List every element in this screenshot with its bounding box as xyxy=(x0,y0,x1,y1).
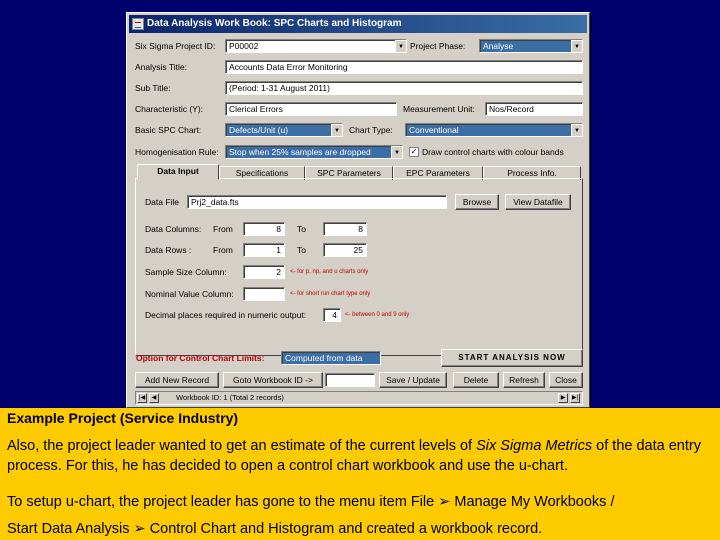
control-limits-value: Computed from data xyxy=(285,353,363,363)
dropdown-arrow-icon[interactable]: ▼ xyxy=(571,40,582,52)
project-phase-label: Project Phase: xyxy=(410,41,466,51)
characteristic-field[interactable]: Clerical Errors xyxy=(225,102,397,116)
measurement-unit-label: Measurement Unit: xyxy=(403,104,475,114)
homogenisation-select[interactable] xyxy=(225,145,403,159)
record-navigator xyxy=(135,391,583,405)
control-limits-select[interactable] xyxy=(281,351,381,365)
project-id-select[interactable] xyxy=(225,39,407,53)
goto-workbook-button[interactable]: Goto Workbook ID -> xyxy=(223,372,323,388)
nominal-value-hint: <- for short run chart type only xyxy=(290,291,371,297)
columns-to-field[interactable]: 8 xyxy=(323,222,367,236)
columns-from-field[interactable]: 8 xyxy=(243,222,285,236)
nominal-value-label: Nominal Value Column: xyxy=(145,289,234,299)
data-file-label: Data File xyxy=(145,197,180,207)
columns-from-label: From xyxy=(213,224,233,234)
data-file-field[interactable]: Prj2_data.fts xyxy=(187,195,447,209)
tab-spc-parameters[interactable]: SPC Parameters xyxy=(305,166,393,180)
caption-p1-end: of the data entry process. For this, he has decided to open a control chart workbook and use the u-chart. xyxy=(7,438,701,474)
chart-app-icon xyxy=(132,18,144,30)
decimal-places-field[interactable]: 4 xyxy=(323,308,341,322)
homogenisation-value: Stop when 25% samples are dropped xyxy=(229,147,371,157)
caption-p1-start: Also, the project leader wanted to get an estimate of the current levels of xyxy=(7,438,477,454)
start-analysis-button[interactable]: START ANALYSIS NOW xyxy=(441,349,583,367)
basic-chart-value: Defects/Unit (u) xyxy=(229,125,289,135)
tab-specifications[interactable]: Specifications xyxy=(219,166,305,180)
next-record-icon[interactable]: ▶ xyxy=(558,393,568,403)
columns-to-label: To xyxy=(297,224,306,234)
dropdown-arrow-icon[interactable]: ▼ xyxy=(395,40,406,52)
decimal-places-label: Decimal places required in numeric output: xyxy=(145,310,307,320)
colour-bands-checkbox[interactable]: ✓ xyxy=(410,147,418,156)
title-bar xyxy=(129,15,587,33)
project-phase-select[interactable] xyxy=(479,39,583,53)
delete-button[interactable]: Delete xyxy=(453,372,499,388)
nominal-value-field[interactable] xyxy=(243,287,285,301)
dropdown-arrow-icon[interactable]: ▼ xyxy=(391,146,402,158)
caption-paragraph-1 xyxy=(7,436,713,476)
window-title: Data Analysis Work Book: SPC Charts and Histogram xyxy=(147,18,402,29)
data-rows-label: Data Rows : xyxy=(145,245,192,255)
characteristic-label: Characteristic (Y): xyxy=(135,104,204,114)
rows-to-label: To xyxy=(297,245,306,255)
analysis-title-label: Analysis Title: xyxy=(135,62,187,72)
refresh-button[interactable]: Refresh xyxy=(503,372,545,388)
subtitle-label: Sub Title: xyxy=(135,83,171,93)
tab-process-info[interactable]: Process Info. xyxy=(483,166,581,180)
project-id-value: P00002 xyxy=(229,41,259,51)
goto-workbook-field[interactable] xyxy=(325,373,375,387)
view-datafile-button[interactable]: View Datafile xyxy=(505,194,571,210)
basic-chart-select[interactable] xyxy=(225,123,343,137)
rows-from-label: From xyxy=(213,245,233,255)
record-status: Workbook ID: 1 (Total 2 records) xyxy=(176,393,284,402)
caption-paragraph-3: Start Data Analysis ➢ Control Chart and Histogram and created a workbook record. xyxy=(7,521,543,537)
data-columns-label: Data Columns: xyxy=(145,224,202,234)
project-phase-value: Analyse xyxy=(483,41,514,51)
project-id-label: Six Sigma Project ID: xyxy=(135,41,216,51)
chart-type-value: Conventional xyxy=(409,125,459,135)
caption-heading: Example Project (Service Industry) xyxy=(7,410,239,426)
save-update-button[interactable]: Save / Update xyxy=(379,372,447,388)
analysis-title-field[interactable]: Accounts Data Error Monitoring xyxy=(225,60,583,74)
caption-p1-emphasis: Six Sigma Metrics xyxy=(476,438,593,454)
rows-to-field[interactable]: 25 xyxy=(323,243,367,257)
measurement-unit-field[interactable]: Nos/Record xyxy=(485,102,583,116)
close-button[interactable]: Close xyxy=(549,372,583,388)
rows-from-field[interactable]: 1 xyxy=(243,243,285,257)
sample-size-hint: <- for p, np, and u charts only xyxy=(290,269,369,275)
chart-type-select[interactable] xyxy=(405,123,583,137)
chart-type-label: Chart Type: xyxy=(349,125,393,135)
dropdown-arrow-icon[interactable]: ▼ xyxy=(571,124,582,136)
control-limits-label: Option for Control Chart Limits: xyxy=(136,353,265,363)
sample-size-label: Sample Size Column: xyxy=(145,267,227,277)
subtitle-field[interactable]: (Period: 1-31 August 2011) xyxy=(225,81,583,95)
tab-epc-parameters[interactable]: EPC Parameters xyxy=(393,166,483,180)
decimal-places-hint: <- between 0 and 9 only xyxy=(345,312,410,318)
browse-button[interactable]: Browse xyxy=(455,194,499,210)
previous-record-icon[interactable]: ◀ xyxy=(149,393,159,403)
caption-panel xyxy=(0,408,720,540)
sample-size-field[interactable]: 2 xyxy=(243,265,285,279)
add-record-button[interactable]: Add New Record xyxy=(135,372,219,388)
last-record-icon[interactable]: ▶| xyxy=(571,395,579,401)
dropdown-arrow-icon[interactable]: ▼ xyxy=(331,124,342,136)
homogenisation-label: Homogenisation Rule: xyxy=(135,147,219,157)
tab-data-input[interactable]: Data Input xyxy=(137,164,219,180)
colour-bands-label: Draw control charts with colour bands xyxy=(422,147,564,157)
first-record-icon[interactable]: |◀ xyxy=(138,395,146,401)
workbook-dialog xyxy=(126,12,590,408)
caption-paragraph-2: To setup u-chart, the project leader has gone to the menu item File ➢ Manage My Workbooks / xyxy=(7,494,615,510)
basic-chart-label: Basic SPC Chart: xyxy=(135,125,202,135)
